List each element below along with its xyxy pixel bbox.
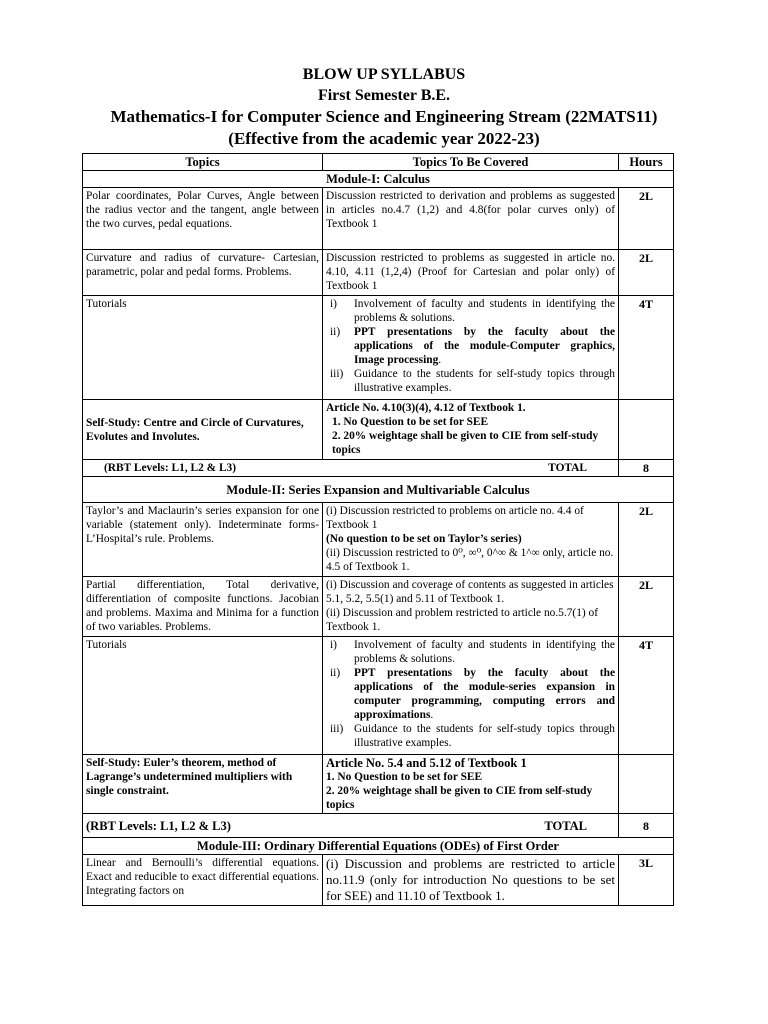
- total-label: TOTAL: [544, 818, 587, 833]
- list-item: i) Involvement of faculty and students in identifying the problems & solutions.: [330, 639, 615, 665]
- total-hours: 8: [619, 460, 674, 477]
- list-item: ii) PPT presentations by the faculty about the applications of the module-series expansion in computer programming, computing errors and approximations.: [330, 667, 615, 721]
- table-row: [83, 400, 674, 460]
- topic-cell: Partial differentiation, Total derivative, differentiation of composite functions. Jacobian and problems. Maxima and Minima for a function of two variables. Problems.: [83, 577, 323, 637]
- self-study-cover: Article No. 5.4 and 5.12 of Textbook 1 1. No Question to be set for SEE 2. 20% weightage shall be given to CIE from self-study topics: [323, 755, 619, 814]
- document-header: [0, 64, 768, 150]
- hours-cell: 3L: [619, 855, 674, 906]
- table-row: [83, 250, 674, 296]
- hours-cell: [619, 400, 674, 460]
- table-row: [83, 755, 674, 814]
- module-title-row: [83, 171, 674, 188]
- module3-title: Module-III: Ordinary Differential Equations (ODEs) of First Order: [83, 838, 674, 855]
- covered-cell: [323, 637, 619, 755]
- rbt-levels: (RBT Levels: L1, L2 & L3): [104, 462, 237, 474]
- covered-cell: (i) Discussion and problems are restricted to article no.11.9 (only for introduction No questions to be set for SEE) and 11.10 of Textbook 1.: [323, 855, 619, 906]
- covered-cell: Discussion restricted to derivation and problems as suggested in articles no.4.7 (1,2) and 4.8(for polar curves only) of Textbook 1: [323, 188, 619, 250]
- topic-cell: Taylor’s and Maclaurin’s series expansion for one variable (statement only). Indeterminate forms-L’Hospital’s rule. Problems.: [83, 503, 323, 577]
- self-study-topic: Self-Study: Centre and Circle of Curvatures, Evolutes and Involutes.: [83, 400, 323, 460]
- table-row: [83, 296, 674, 400]
- list-item: iii) Guidance to the students for self-study topics through illustrative examples.: [330, 723, 615, 749]
- col-hours: Hours: [619, 154, 674, 171]
- covered-cell: (i) Discussion and coverage of contents as suggested in articles 5.1, 5.2, 5.5(1) and 5.11 of Textbook 1. (ii) Discussion and problem restricted to article no.5.7(1) of Textbook 1.: [323, 577, 619, 637]
- hours-cell: 2L: [619, 503, 674, 577]
- table-row: [83, 577, 674, 637]
- table-row: [83, 855, 674, 906]
- list-item: i) Involvement of faculty and students in identifying the problems & solutions.: [330, 298, 615, 324]
- rbt-total-cell: [83, 814, 619, 838]
- module-title-row: [83, 477, 674, 503]
- total-label: TOTAL: [548, 462, 587, 474]
- topic-cell: Tutorials: [83, 637, 323, 755]
- hours-cell: 2L: [619, 188, 674, 250]
- col-covered: Topics To Be Covered: [323, 154, 619, 171]
- table-row: [83, 188, 674, 250]
- table-row: [83, 637, 674, 755]
- hours-cell: [619, 755, 674, 814]
- topic-cell: Curvature and radius of curvature- Cartesian, parametric, polar and pedal forms. Problems.: [83, 250, 323, 296]
- total-row: [83, 814, 674, 838]
- table-row: [83, 503, 674, 577]
- hours-cell: 4T: [619, 637, 674, 755]
- tutorial-list: [326, 638, 615, 750]
- tutorial-list: [326, 297, 615, 395]
- topic-cell: Linear and Bernoulli’s differential equations. Exact and reducible to exact differential equations. Integrating factors on: [83, 855, 323, 906]
- self-study-cover: Article No. 4.10(3)(4), 4.12 of Textbook 1. 1. No Question to be set for SEE 2. 20% weightage shall be given to CIE from self-study topics: [323, 400, 619, 460]
- covered-cell: (i) Discussion restricted to problems on article no. 4.4 of Textbook 1 (No question to be set on Taylor’s series) (ii) Discussion restricted to 0⁰, ∞⁰, 0^∞ & 1^∞ only, article no. 4.5 of Textbook 1.: [323, 503, 619, 577]
- syllabus-table: [82, 153, 674, 906]
- total-hours: 8: [619, 814, 674, 838]
- topic-cell: Polar coordinates, Polar Curves, Angle between the radius vector and the tangent, angle between the two curves, pedal equations.: [83, 188, 323, 250]
- hours-cell: 4T: [619, 296, 674, 400]
- topic-cell: Tutorials: [83, 296, 323, 400]
- list-item: ii) PPT presentations by the faculty about the applications of the module-Computer graphics, Image processing.: [330, 326, 615, 366]
- module-title-row: [83, 838, 674, 855]
- hours-cell: 2L: [619, 577, 674, 637]
- hours-cell: 2L: [619, 250, 674, 296]
- rbt-levels: (RBT Levels: L1, L2 & L3): [86, 818, 231, 833]
- rbt-total-cell: [83, 460, 619, 477]
- covered-cell: Discussion restricted to problems as suggested in article no. 4.10, 4.11 (1,2,4) (Proof for Cartesian and polar only) of Textbook 1: [323, 250, 619, 296]
- module2-title: Module-II: Series Expansion and Multivariable Calculus: [83, 477, 674, 503]
- doc-course: Mathematics-I for Computer Science and Engineering Stream (22MATS11): [110, 107, 658, 126]
- covered-cell: [323, 296, 619, 400]
- doc-semester: First Semester B.E.: [317, 87, 451, 104]
- list-item: iii) Guidance to the students for self-study topics through illustrative examples.: [330, 368, 615, 394]
- col-topics: Topics: [83, 154, 323, 171]
- table-header-row: [83, 154, 674, 171]
- doc-effective: (Effective from the academic year 2022-23): [228, 129, 540, 148]
- self-study-topic: Self-Study: Euler’s theorem, method of Lagrange’s undetermined multipliers with single constraint.: [83, 755, 323, 814]
- doc-title: BLOW UP SYLLABUS: [302, 66, 466, 83]
- total-row: [83, 460, 674, 477]
- module1-title: Module-I: Calculus: [83, 171, 674, 188]
